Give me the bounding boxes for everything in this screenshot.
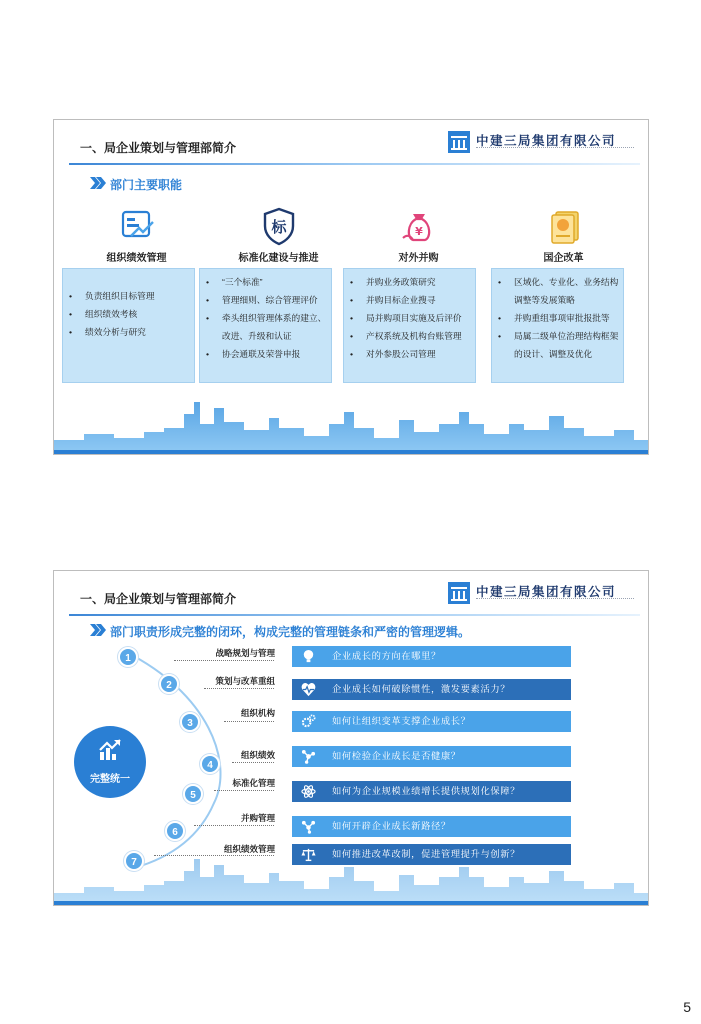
column-acquisition: [351, 206, 486, 263]
title-underline: [69, 163, 640, 165]
question-bar-3: [292, 711, 571, 732]
molecule-icon: [301, 749, 316, 764]
logo-mark-icon: [448, 582, 470, 604]
question-text: 如何检验企业成长是否健康？: [332, 751, 461, 762]
city-skyline-decoration: [54, 845, 649, 905]
leader-line: [214, 790, 274, 791]
list-item: • 绩效分析与研究: [69, 323, 190, 341]
step-label-2: 策划与改革重组: [215, 676, 275, 686]
city-skyline-decoration: [54, 394, 649, 454]
list-item: • 协会通联及荣誉申报: [206, 345, 327, 363]
question-text: 如何开辟企业成长新路径？: [332, 821, 451, 832]
svg-text:¥: ¥: [414, 225, 423, 238]
step-node-3: 3: [180, 712, 200, 732]
leader-line: [204, 688, 274, 689]
column-reform: [496, 206, 631, 263]
list-item: • 局属二级单位治理结构框架的设计、调整及优化: [498, 327, 619, 363]
logo-text: 中建三局集团有限公司: [476, 134, 617, 148]
center-badge-label: 完整统一: [90, 774, 130, 785]
list-item: • “三个标准”: [206, 273, 327, 291]
list-item: • 并购重组事项审批报批等: [498, 309, 619, 327]
question-bar-1: [292, 646, 571, 667]
logo-text: 中建三局集团有限公司: [476, 585, 617, 599]
step-node-6: 6: [165, 821, 185, 841]
column-box-reform: [491, 268, 624, 383]
step-label-4: 组织绩效: [240, 750, 275, 760]
question-text: 如何让组织变革支撑企业成长？: [332, 716, 471, 727]
question-bar-5: [292, 781, 571, 802]
question-bar-2: [292, 679, 571, 700]
logo-mark-icon: [448, 131, 470, 153]
question-text: 如何为企业规模业绩增长提供规划化保障？: [332, 786, 521, 797]
step-node-1: 1: [118, 647, 138, 667]
step-label-7: 组织绩效管理: [223, 844, 275, 854]
slide-management-chain: [53, 570, 649, 906]
column-performance: [69, 206, 204, 263]
standard-shield-icon: [259, 206, 299, 246]
center-badge: [74, 726, 146, 798]
step-label-5: 标准化管理: [232, 778, 275, 788]
certificate-icon: [544, 206, 584, 246]
gears-icon: [301, 714, 316, 729]
section-heading: [88, 623, 470, 640]
step-label-3: 组织机构: [240, 708, 275, 718]
list-item: • 区域化、专业化、业务结构调整等发展策略: [498, 273, 619, 309]
list-item: • 局并购项目实施及后评价: [350, 309, 471, 327]
svg-text:标: 标: [270, 218, 287, 236]
list-item: • 并购目标企业搜寻: [350, 291, 471, 309]
column-box-performance: [62, 268, 195, 383]
step-node-5: 5: [183, 784, 203, 804]
column-title: 标准化建设与推进: [238, 253, 319, 264]
step-node-2: 2: [159, 674, 179, 694]
slide-title: 一、局企业策划与管理部简介: [80, 141, 237, 155]
company-logo: [448, 131, 638, 157]
logo-subline: [476, 598, 634, 601]
money-bag-icon: [399, 206, 439, 246]
step-label-1: 战略规划与管理: [215, 648, 275, 658]
list-item: • 并购业务政策研究: [350, 273, 471, 291]
atom-icon: [301, 784, 316, 799]
list-item: • 产权系统及机构台账管理: [350, 327, 471, 345]
column-title: 对外并购: [398, 253, 439, 264]
section-heading: [88, 176, 182, 193]
leader-line: [174, 660, 274, 661]
list-item: • 组织绩效考核: [69, 305, 190, 323]
column-title: 国企改革: [543, 253, 584, 264]
heartbeat-icon: [301, 682, 316, 697]
slide-department-functions: [53, 119, 649, 455]
logo-subline: [476, 147, 634, 150]
leader-line: [194, 825, 274, 826]
leader-line: [232, 762, 274, 763]
list-item: • 管理细则、综合管理评价: [206, 291, 327, 309]
column-title: 组织绩效管理: [106, 253, 167, 264]
company-logo: [448, 582, 638, 608]
column-box-standardization: [199, 268, 332, 383]
step-node-4: 4: [200, 754, 220, 774]
network-icon: [301, 819, 316, 834]
section-heading-text: 部门主要职能: [110, 178, 183, 192]
question-text: 如何推进改革改制，促进管理提升与创新？: [332, 849, 521, 860]
page-number: 5: [683, 999, 691, 1015]
question-text: 企业成长的方向在哪里？: [332, 651, 441, 662]
step-label-6: 并购管理: [240, 813, 275, 823]
column-box-acquisition: [343, 268, 476, 383]
question-bar-4: [292, 746, 571, 767]
chart-report-icon: [117, 206, 157, 246]
step-node-7: 7: [124, 851, 144, 871]
leader-line: [224, 721, 274, 722]
lightbulb-icon: [301, 649, 316, 664]
question-text: 企业成长如何破除惯性，激发要素活力？: [332, 684, 511, 695]
column-standardization: [211, 206, 346, 263]
list-item: • 对外参股公司管理: [350, 345, 471, 363]
list-item: • 牵头组织管理体系的建立、改进、升级和认证: [206, 309, 327, 345]
list-item: • 负责组织目标管理: [69, 287, 190, 305]
section-heading-text: 部门职责形成完整的闭环，构成完整的管理链条和严密的管理逻辑。: [110, 625, 471, 639]
question-bar-6: [292, 816, 571, 837]
title-underline: [69, 614, 640, 616]
growth-chart-icon: [98, 738, 122, 762]
slide-title: 一、局企业策划与管理部简介: [80, 592, 237, 606]
